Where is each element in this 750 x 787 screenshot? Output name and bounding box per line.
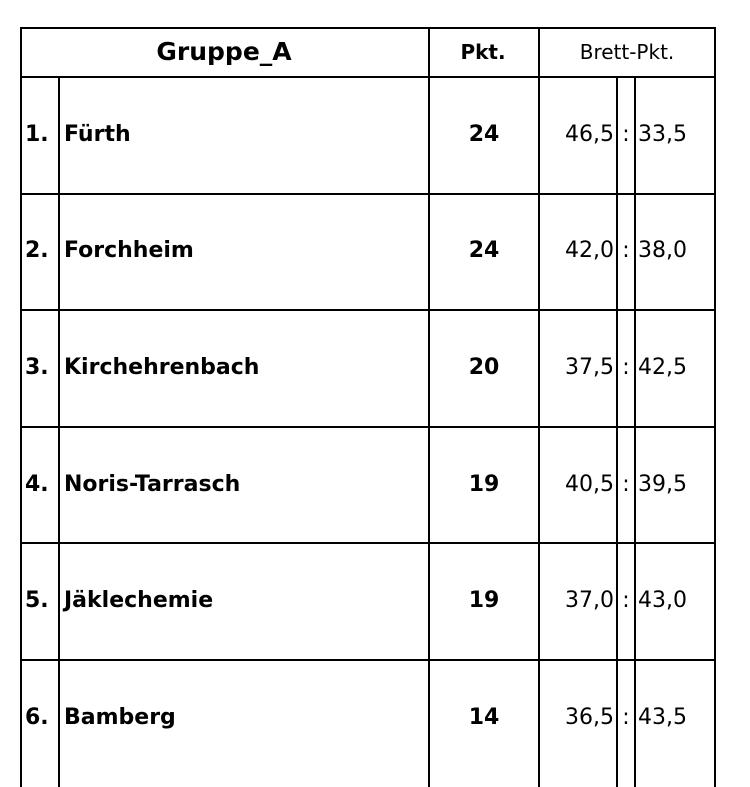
points-cell: 24: [468, 238, 500, 264]
team-name: Forchheim: [64, 238, 194, 264]
board-points-against: 43,0: [638, 588, 687, 614]
score-separator: :: [622, 121, 630, 147]
board-points-for: 40,5: [565, 471, 614, 497]
board-points-for: 42,0: [565, 238, 614, 264]
score-separator: :: [622, 704, 630, 730]
board-points-for: 36,5: [565, 704, 614, 730]
standings-table: [20, 27, 716, 787]
table-border-top: [20, 27, 716, 29]
team-name: Noris-Tarrasch: [64, 471, 241, 497]
rank-cell: 5.: [25, 588, 49, 614]
points-cell: 14: [468, 704, 500, 730]
points-cell: 20: [468, 354, 500, 380]
rank-cell: 3.: [25, 354, 49, 380]
score-separator: :: [622, 588, 630, 614]
group-title: Gruppe_A: [156, 37, 292, 66]
rank-cell: 2.: [25, 238, 49, 264]
team-name: Fürth: [64, 121, 131, 147]
team-name: Bamberg: [64, 704, 176, 730]
board-points-against: 39,5: [638, 471, 687, 497]
board-points-for: 46,5: [565, 121, 614, 147]
board-points-against: 42,5: [638, 354, 687, 380]
score-separator: :: [622, 238, 630, 264]
board-points-for: 37,0: [565, 588, 614, 614]
rank-cell: 4.: [25, 471, 49, 497]
points-cell: 24: [468, 121, 500, 147]
points-cell: 19: [468, 588, 500, 614]
board-points-for: 37,5: [565, 354, 614, 380]
table-border-right: [714, 27, 716, 787]
board-points-against: 33,5: [638, 121, 687, 147]
board-points-against: 38,0: [638, 238, 687, 264]
board-points-against: 43,5: [638, 704, 687, 730]
team-name: Jäklechemie: [64, 588, 214, 614]
score-separator: :: [622, 354, 630, 380]
rank-cell: 1.: [25, 121, 49, 147]
board-points-header: Brett-Pkt.: [579, 39, 675, 64]
points-header: Pkt.: [460, 39, 506, 64]
points-cell: 19: [468, 471, 500, 497]
score-separator: :: [622, 471, 630, 497]
rank-cell: 6.: [25, 704, 49, 730]
team-name: Kirchehrenbach: [64, 354, 260, 380]
